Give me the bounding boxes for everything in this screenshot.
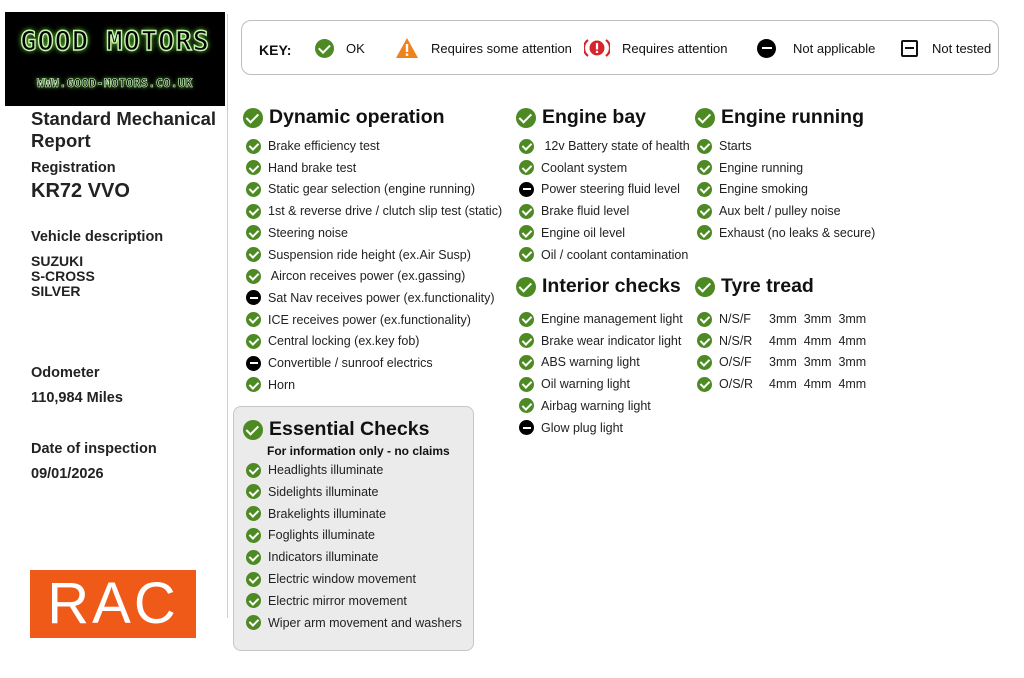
tyre-depths: 3mm 3mm 3mm [769, 355, 867, 370]
section-title: Engine bay [542, 106, 647, 128]
ok-check-icon [246, 160, 261, 175]
check-row [519, 353, 640, 371]
vehicle-description-label: Vehicle description [31, 229, 164, 245]
check-row [697, 180, 808, 198]
logo-url: WWW.GOOD-MOTORS.CO.UK [37, 76, 193, 90]
check-row [519, 137, 690, 155]
check-label: Suspension ride height (ex.Air Susp) [268, 247, 471, 262]
not-applicable-icon [757, 39, 776, 58]
ok-check-icon [243, 108, 263, 128]
ok-check-icon [516, 108, 536, 128]
interior-checks-heading [516, 275, 681, 298]
ok-check-icon [246, 334, 261, 349]
check-row [519, 310, 683, 328]
left-panel [0, 0, 228, 678]
ok-check-icon [246, 247, 261, 262]
ok-check-icon [246, 484, 261, 499]
ok-check-icon [246, 572, 261, 587]
not-applicable-icon [519, 420, 534, 435]
ok-check-icon [315, 39, 334, 58]
check-label: Power steering fluid level [541, 182, 680, 197]
check-row [697, 202, 841, 220]
check-row [246, 376, 295, 394]
check-row [246, 289, 494, 307]
registration-value: KR72 VVO [31, 180, 130, 202]
check-row [519, 397, 651, 415]
check-label: Oil / coolant contamination [541, 247, 689, 262]
check-label: Brakelights illuminate [268, 506, 387, 521]
ok-check-icon [246, 593, 261, 608]
ok-check-icon [246, 269, 261, 284]
check-row [246, 311, 471, 329]
check-row [246, 505, 386, 523]
vehicle-colour: SILVER [31, 283, 81, 299]
tyre-position: N/S/R [719, 333, 753, 348]
check-label: Airbag warning light [541, 398, 651, 413]
check-row [246, 570, 416, 588]
check-label: Horn [268, 377, 296, 392]
ok-check-icon [519, 247, 534, 262]
ok-check-icon [695, 108, 715, 128]
check-label: Brake fluid level [541, 204, 630, 219]
check-label: Exhaust (no leaks & secure) [719, 225, 876, 240]
tyre-depths: 3mm 3mm 3mm [769, 312, 867, 326]
check-row [697, 353, 866, 371]
ok-check-icon [519, 355, 534, 370]
key-item-not-tested [901, 33, 991, 63]
key-item-label: Not tested [932, 40, 992, 56]
check-label: Starts [719, 139, 752, 153]
not-applicable-icon [246, 356, 261, 371]
engine-bay-heading [516, 106, 646, 129]
check-label: Sat Nav receives power (ex.functionality) [268, 290, 495, 305]
check-row [246, 224, 348, 242]
ok-check-icon [519, 333, 534, 348]
ok-check-icon [246, 528, 261, 543]
odometer-label: Odometer [31, 365, 100, 381]
check-row [246, 137, 380, 155]
check-label: Static gear selection (engine running) [268, 182, 476, 197]
section-title: Tyre tread [721, 275, 814, 297]
key-item-label: Not applicable [793, 40, 876, 56]
check-row [519, 202, 629, 220]
ok-check-icon [246, 377, 261, 392]
logo-title: GOOD MOTORS [20, 26, 210, 57]
check-row [519, 419, 623, 437]
check-row [246, 548, 378, 566]
check-label: Aircon receives power (ex.gassing) [268, 269, 466, 284]
key-item-attention [584, 33, 728, 63]
key-item-label: Requires attention [622, 40, 728, 56]
ok-check-icon [246, 225, 261, 240]
ok-check-icon [697, 225, 712, 240]
check-row [246, 483, 378, 501]
check-row [246, 614, 462, 632]
check-row [697, 159, 803, 177]
check-row [246, 246, 471, 264]
check-row [246, 332, 419, 350]
check-label: Foglights illuminate [268, 528, 375, 543]
check-row [519, 180, 680, 198]
check-label: Indicators illuminate [268, 550, 379, 565]
rac-logo [30, 570, 196, 638]
check-label: Oil warning light [541, 377, 630, 392]
check-row [246, 159, 356, 177]
good-motors-logo [5, 12, 225, 106]
check-row [246, 354, 433, 372]
not-applicable-icon [519, 182, 534, 197]
ok-check-icon [246, 139, 261, 154]
check-row [697, 224, 875, 242]
essential-checks-heading [243, 418, 429, 441]
key-item-label: OK [346, 40, 365, 56]
check-label: Engine smoking [719, 182, 808, 197]
check-row [246, 592, 407, 610]
check-row [246, 180, 475, 198]
check-row [519, 246, 688, 264]
check-label: Central locking (ex.key fob) [268, 334, 420, 349]
tyre-position: O/S/F [719, 355, 752, 370]
check-row [246, 461, 383, 479]
status-key [241, 20, 999, 75]
tyre-depths: 4mm 4mm 4mm [769, 333, 867, 348]
check-label: Electric mirror movement [268, 593, 407, 608]
ok-check-icon [697, 139, 712, 154]
check-row [697, 332, 866, 350]
key-item-label: Requires some attention [431, 40, 572, 56]
check-row [519, 224, 625, 242]
key-item-ok [315, 33, 365, 63]
ok-check-icon [246, 506, 261, 521]
check-label: Convertible / sunroof electrics [268, 356, 433, 370]
ok-check-icon [519, 377, 534, 392]
tyre-position: N/S/F [719, 312, 751, 326]
ok-check-icon [246, 550, 261, 565]
section-title: Interior checks [542, 275, 681, 297]
rac-logo-text: RAC [47, 571, 179, 636]
check-label: Coolant system [541, 160, 628, 175]
check-row [519, 332, 681, 350]
check-row [697, 375, 866, 393]
ok-check-icon [516, 277, 536, 297]
ok-check-icon [519, 204, 534, 219]
not-applicable-icon [246, 290, 261, 305]
tyre-position: O/S/R [719, 377, 754, 392]
check-row [697, 137, 752, 155]
check-label: Glow plug light [541, 420, 623, 435]
registration-label: Registration [31, 160, 116, 176]
check-label: Aux belt / pulley noise [719, 204, 841, 219]
tyre-tread-heading [695, 275, 814, 298]
report-title: Standard Mechanical Report [31, 108, 217, 151]
check-label: Sidelights illuminate [268, 484, 379, 499]
check-label: Electric window movement [268, 572, 416, 586]
section-title: Essential Checks [269, 418, 430, 440]
vehicle-make: SUZUKI [31, 253, 84, 269]
ok-check-icon [519, 312, 534, 327]
check-label: Headlights illuminate [268, 463, 384, 477]
check-label: ABS warning light [541, 355, 640, 370]
ok-check-icon [697, 160, 712, 175]
section-title: Engine running [721, 106, 864, 128]
ok-check-icon [519, 398, 534, 413]
ok-check-icon [519, 139, 534, 154]
check-row [246, 202, 502, 220]
check-row [519, 375, 630, 393]
engine-running-heading [695, 106, 864, 129]
ok-check-icon [695, 277, 715, 297]
ok-check-icon [697, 204, 712, 219]
check-label: Brake wear indicator light [541, 333, 682, 348]
check-label: Hand brake test [268, 160, 357, 175]
check-label: Engine oil level [541, 225, 626, 240]
vehicle-model: S-CROSS [31, 268, 95, 284]
check-label: ICE receives power (ex.functionality) [268, 312, 471, 327]
ok-check-icon [697, 182, 712, 197]
ok-check-icon [246, 182, 261, 197]
check-row [246, 526, 375, 544]
ok-check-icon [697, 355, 712, 370]
ok-check-icon [246, 463, 261, 478]
check-row [246, 267, 465, 285]
ok-check-icon [519, 225, 534, 240]
key-label: KEY: [259, 42, 292, 58]
ok-check-icon [246, 204, 261, 219]
section-title: Dynamic operation [269, 106, 445, 128]
key-item-some-attention [395, 33, 572, 63]
key-item-not-applicable [757, 33, 875, 63]
check-row [697, 310, 866, 328]
not-tested-icon [901, 40, 918, 57]
ok-check-icon [697, 312, 712, 327]
check-label: 1st & reverse drive / clutch slip test (static) [268, 204, 503, 219]
check-label: Steering noise [268, 225, 348, 240]
ok-check-icon [519, 160, 534, 175]
odometer-value: 110,984 Miles [31, 390, 123, 406]
ok-check-icon [243, 420, 263, 440]
ok-check-icon [246, 312, 261, 327]
essential-checks-note: For information only - no claims [267, 444, 450, 458]
ok-check-icon [697, 333, 712, 348]
dynamic-operation-heading [243, 106, 445, 129]
inspection-date-label: Date of inspection [31, 441, 157, 457]
ok-check-icon [697, 377, 712, 392]
urgent-alert-icon [584, 37, 610, 59]
check-label: Engine management light [541, 312, 683, 326]
tyre-depths: 4mm 4mm 4mm [769, 377, 867, 392]
inspection-date-value: 09/01/2026 [31, 466, 104, 482]
warning-triangle-icon [395, 37, 419, 59]
ok-check-icon [246, 615, 261, 630]
left-divider [227, 14, 228, 618]
check-label: Wiper arm movement and washers [268, 615, 462, 630]
check-row [519, 159, 627, 177]
check-label: Brake efficiency test [268, 139, 380, 153]
check-label: 12v Battery state of health [541, 139, 690, 153]
check-label: Engine running [719, 160, 804, 175]
